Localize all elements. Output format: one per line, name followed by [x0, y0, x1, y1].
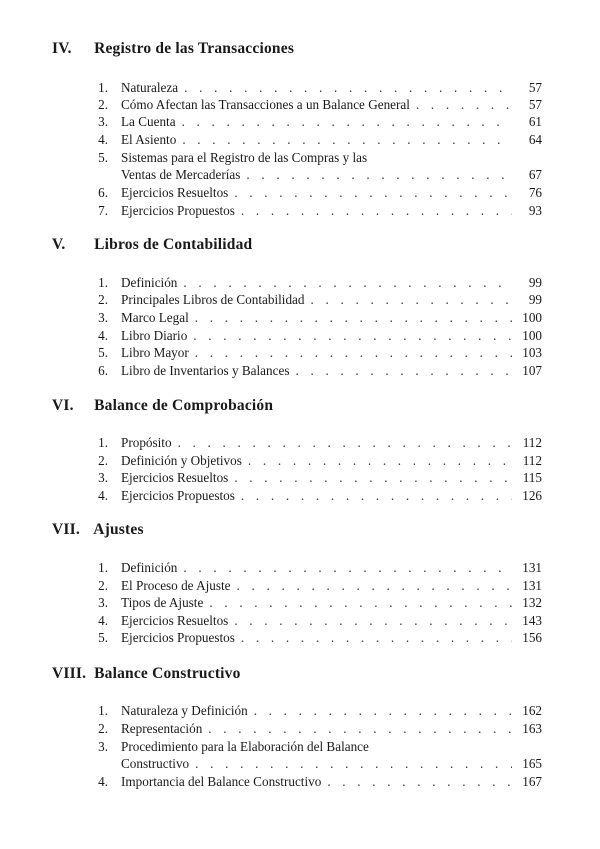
entry-page: 107: [522, 363, 542, 378]
leader-dots: [182, 113, 512, 130]
entry-index: 1.: [98, 275, 108, 290]
leader-dots: [234, 184, 512, 201]
entry-page: 126: [522, 488, 542, 503]
entry-index: 4.: [98, 613, 108, 628]
entry-page: 165: [522, 756, 542, 771]
leader-dots: [195, 755, 512, 772]
entry-title: La Cuenta: [121, 114, 176, 129]
leader-dots: [248, 452, 512, 469]
entry-page: 115: [522, 470, 542, 485]
entry-page: 93: [528, 203, 542, 218]
entry-page: 156: [522, 630, 542, 645]
entry-index: 6.: [98, 363, 108, 378]
entry-index: 4.: [98, 774, 108, 789]
entry-page: 99: [528, 275, 542, 290]
entry-page: 64: [528, 132, 542, 147]
entry-page: 143: [522, 613, 542, 628]
entry-page: 132: [522, 595, 542, 610]
entry-page: 57: [528, 80, 542, 95]
chapter-title: Balance Constructivo: [94, 665, 241, 682]
entry-title: Propósito: [121, 435, 172, 450]
entry-index: 2.: [98, 721, 108, 736]
entry-index: 4.: [98, 132, 108, 147]
entry-title: Tipos de Ajuste: [121, 595, 204, 610]
chapter-heading: [52, 40, 294, 58]
entry-index: 2.: [98, 453, 108, 468]
leader-dots: [193, 327, 512, 344]
entry-title: Definición y Objetivos: [121, 453, 242, 468]
entry-title: Ejercicios Resueltos: [121, 470, 229, 485]
entry-page: 103: [522, 345, 542, 360]
leader-dots: [183, 559, 512, 576]
entry-index: 3.: [98, 595, 108, 610]
leader-dots: [195, 309, 512, 326]
entry-title: Cómo Afectan las Transacciones a un Balance General: [121, 97, 410, 112]
entry-page: 100: [522, 310, 542, 325]
chapter-numeral: VI.: [52, 397, 74, 414]
chapter-title: Balance de Comprobación: [94, 397, 274, 414]
chapter-numeral: VIII.: [52, 665, 87, 682]
entry-title: El Proceso de Ajuste: [121, 578, 231, 593]
entry-title: Sistemas para el Registro de las Compras y las: [121, 150, 368, 165]
leader-dots: [195, 344, 512, 361]
entry-title: Ejercicios Propuestos: [121, 630, 235, 645]
entry-title: Naturaleza y Definición: [121, 703, 248, 718]
leader-dots: [241, 629, 512, 646]
chapter-title: Registro de las Transacciones: [94, 40, 295, 57]
entry-index: 3.: [98, 470, 108, 485]
entry-index: 4.: [98, 328, 108, 343]
entry-title: Principales Libros de Contabilidad: [121, 292, 305, 307]
entry-index: 3.: [98, 310, 108, 325]
entry-title: Libro Mayor: [121, 345, 189, 360]
entry-page: 162: [522, 703, 542, 718]
entry-page: 131: [522, 560, 542, 575]
leader-dots: [234, 469, 512, 486]
chapter-numeral: IV.: [52, 40, 72, 57]
entry-title: Ejercicios Resueltos: [121, 185, 229, 200]
entry-title: Importancia del Balance Constructivo: [121, 774, 322, 789]
chapter-title: Ajustes: [93, 521, 144, 538]
entry-title: Marco Legal: [121, 310, 189, 325]
leader-dots: [246, 166, 512, 183]
chapter-heading: [52, 521, 144, 539]
entry-title: El Asiento: [121, 132, 177, 147]
entry-page: 112: [522, 453, 542, 468]
entry-page: 67: [528, 167, 542, 182]
entry-page: 167: [522, 774, 542, 789]
entry-page: 163: [522, 721, 542, 736]
chapter-numeral: VII.: [52, 521, 80, 538]
entry-index: 1.: [98, 560, 108, 575]
chapter-numeral: V.: [52, 236, 66, 253]
leader-dots: [416, 96, 512, 113]
entry-title: Libro de Inventarios y Balances: [121, 363, 290, 378]
entry-index: 5.: [98, 345, 108, 360]
entry-title: Ejercicios Resueltos: [121, 613, 229, 628]
leader-dots: [183, 274, 512, 291]
entry-index: 1.: [98, 703, 108, 718]
leader-dots: [178, 434, 512, 451]
entry-title: Ejercicios Propuestos: [121, 488, 235, 503]
leader-dots: [241, 487, 512, 504]
leader-dots: [311, 291, 513, 308]
entry-page: 131: [522, 578, 542, 593]
entry-index: 2.: [98, 97, 108, 112]
entry-index: 6.: [98, 185, 108, 200]
leader-dots: [208, 720, 512, 737]
entry-title-continued: Ventas de Mercaderías: [121, 167, 241, 182]
entry-title: Ejercicios Propuestos: [121, 203, 235, 218]
entry-page: 57: [528, 97, 542, 112]
entry-page: 99: [528, 292, 542, 307]
entry-index: 5.: [98, 630, 108, 645]
entry-page: 112: [522, 435, 542, 450]
entry-title: Definición: [121, 560, 178, 575]
entry-title: Representación: [121, 721, 203, 736]
leader-dots: [234, 612, 512, 629]
leader-dots: [327, 773, 512, 790]
entry-index: 4.: [98, 488, 108, 503]
leader-dots: [209, 594, 512, 611]
entry-index: 5.: [98, 150, 108, 165]
entry-index: 1.: [98, 80, 108, 95]
entry-index: 3.: [98, 739, 108, 754]
entry-title: Procedimiento para la Elaboración del Balance: [121, 739, 369, 754]
chapter-heading: [52, 236, 252, 254]
entry-index: 3.: [98, 114, 108, 129]
entry-title: Naturaleza: [121, 80, 179, 95]
entry-index: 2.: [98, 292, 108, 307]
entry-index: 2.: [98, 578, 108, 593]
entry-page: 76: [528, 185, 542, 200]
chapter-heading: [52, 397, 273, 415]
leader-dots: [184, 79, 512, 96]
entry-page: 100: [522, 328, 542, 343]
chapter-title: Libros de Contabilidad: [94, 236, 253, 253]
entry-index: 7.: [98, 203, 108, 218]
leader-dots: [241, 202, 512, 219]
entry-title: Libro Diario: [121, 328, 188, 343]
leader-dots: [182, 131, 512, 148]
entry-title-continued: Constructivo: [121, 756, 190, 771]
leader-dots: [237, 577, 512, 594]
entry-title: Definición: [121, 275, 178, 290]
entry-index: 1.: [98, 435, 108, 450]
leader-dots: [254, 702, 512, 719]
entry-page: 61: [528, 114, 542, 129]
chapter-heading: [52, 665, 241, 683]
leader-dots: [295, 362, 512, 379]
